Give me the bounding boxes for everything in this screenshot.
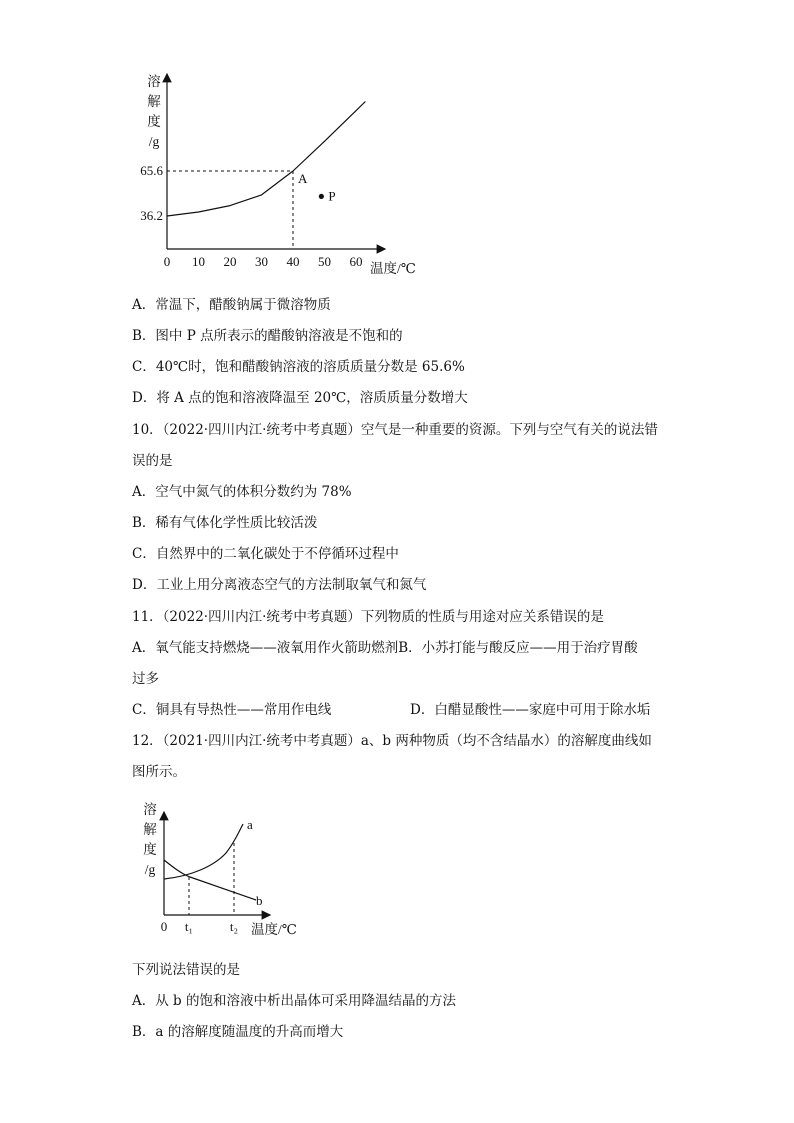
x-tick-label: 20 [223, 254, 237, 269]
solubility-chart-a-b [130, 798, 310, 940]
x-tick-label: 10 [192, 254, 205, 269]
q9-option-a: A．常温下，醋酸钠属于微溶物质 [132, 297, 331, 313]
point-a-label: A [298, 171, 308, 186]
q10-option-c: C．自然界中的二氧化碳处于不停循环过程中 [132, 546, 399, 562]
y-axis-label-char: /g [144, 862, 156, 877]
x-tick-label: 50 [318, 254, 331, 269]
x-tick-label: t₁ [184, 919, 194, 934]
chart1-axes [147, 73, 416, 276]
q10-option-d: D．工业上用分离液态空气的方法制取氧气和氮气 [132, 577, 427, 593]
q10-stem-cont: 误的是 [132, 453, 173, 469]
chart2-plot [164, 817, 263, 915]
x-tick-label: t₂ [229, 919, 239, 934]
y-axis-label-char: 溶 [143, 802, 157, 817]
chart1-ticks [140, 163, 362, 269]
q12-stem: 12．（2021·四川内江·统考中考真题）a、b 两种物质（均不含结晶水）的溶解度曲线如 [132, 733, 652, 749]
q10-stem: 10．（2022·四川内江·统考中考真题）空气是一种重要的资源。下列与空气有关的说法错 [132, 422, 658, 438]
series-label-b: b [256, 893, 263, 908]
q12-prompt: 下列说法错误的是 [132, 962, 240, 978]
y-axis-label-char: 解 [147, 94, 161, 109]
series-label-a: a [247, 817, 253, 832]
q9-option-b: B．图中 P 点所表示的醋酸钠溶液是不饱和的 [132, 328, 403, 344]
x-tick-label: 40 [286, 254, 300, 269]
solubility-curve [167, 102, 365, 217]
x-tick-label: 30 [255, 254, 268, 269]
x-tick-origin: 0 [163, 254, 171, 269]
chart2-ticks [161, 919, 238, 934]
y-tick-label: 65.6 [140, 163, 163, 178]
q11-option-c: C．铜具有导热性——常用作电线 [132, 702, 332, 718]
q11-options-ab: A．氧气能支持燃烧——液氧用作火箭助燃剂B．小苏打能与酸反应——用于治疗胃酸 [132, 640, 638, 656]
y-tick-label: 36.2 [140, 208, 163, 223]
q12-option-b: B．a 的溶解度随温度的升高而增大 [132, 1024, 344, 1040]
q12-option-a: A．从 b 的饱和溶液中析出晶体可采用降温结晶的方法 [132, 993, 456, 1009]
y-axis-label-char: 度 [143, 842, 157, 857]
q11-option-d: D．白醋显酸性——家庭中可用于除水垢 [410, 702, 651, 718]
solubility-chart-sodium-acetate [130, 68, 430, 280]
q10-option-a: A．空气中氮气的体积分数约为 78% [132, 484, 352, 500]
x-tick-origin: 0 [160, 919, 168, 934]
x-tick-label: 60 [349, 254, 363, 269]
chart2-axes [143, 801, 297, 937]
q11-stem: 11．（2022·四川内江·统考中考真题）下列物质的性质与用途对应关系错误的是 [132, 609, 604, 625]
y-axis-label-char: 解 [143, 822, 157, 837]
point-p-dot [319, 194, 324, 199]
q9-option-d: D．将 A 点的饱和溶液降温至 20℃，溶质质量分数增大 [132, 390, 468, 406]
x-axis-label: 温度/℃ [370, 261, 416, 276]
point-p-label: P [328, 188, 336, 204]
q9-option-c: C．40℃时，饱和醋酸钠溶液的溶质质量分数是 65.6% [132, 359, 465, 375]
q11-options-ab-cont: 过多 [132, 671, 159, 687]
y-axis-label-char: /g [148, 134, 160, 149]
y-axis-label-char: 溶 [147, 74, 161, 89]
q12-stem-cont: 图所示。 [132, 764, 186, 780]
chart1-plot [167, 102, 365, 250]
curve-a [164, 824, 243, 879]
y-axis-label-char: 度 [147, 114, 161, 129]
q10-option-b: B．稀有气体化学性质比较活泼 [132, 515, 318, 531]
x-axis-label: 温度/℃ [251, 922, 297, 937]
